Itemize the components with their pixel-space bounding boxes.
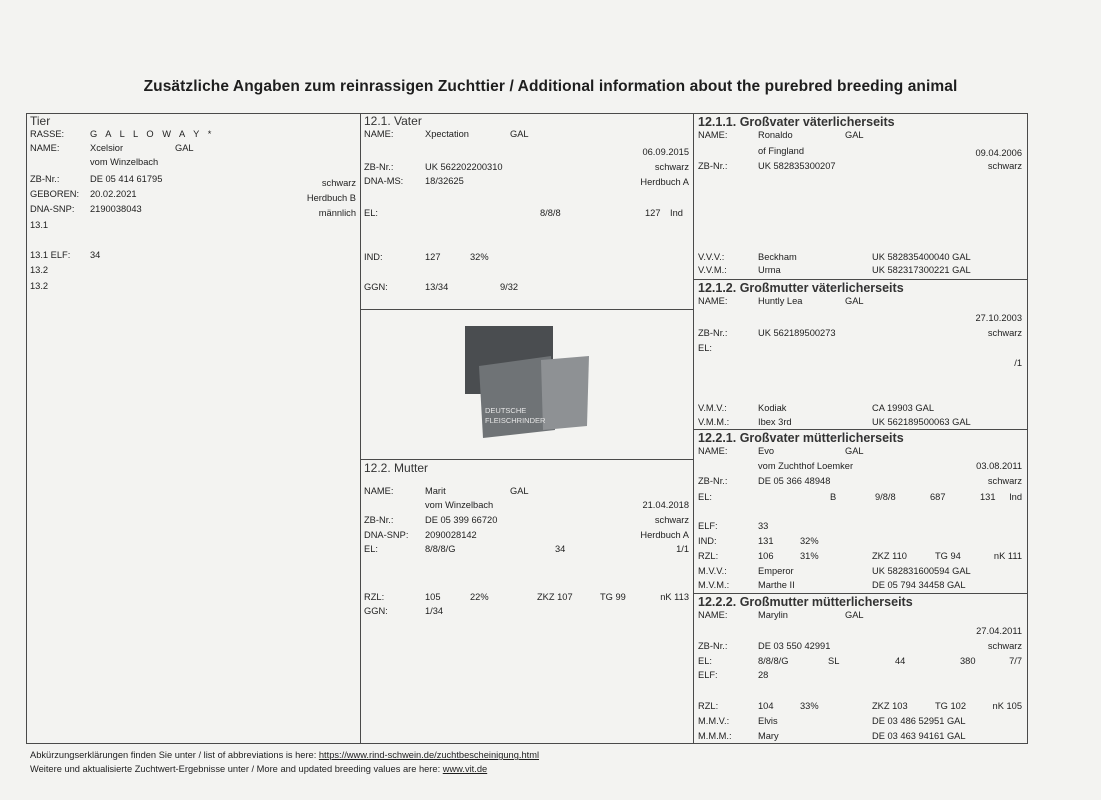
logo-graphic (465, 326, 591, 438)
row-13-1: 13.1 (30, 220, 49, 230)
vater-ind-1: 127 (425, 252, 441, 262)
mutter-herdbuch: Herdbuch A (640, 530, 689, 540)
vater-zb: UK 562202200310 (425, 162, 503, 172)
gm-ms-el-3: 44 (895, 656, 906, 666)
vater-code: GAL (510, 129, 529, 139)
gv-ms-color: schwarz (987, 476, 1022, 486)
logo-line-1: DEUTSCHE (485, 406, 527, 415)
gv-ms-ind-2: 32% (800, 536, 819, 546)
abbreviations-link[interactable]: https://www.rind-schwein.de/zuchtbescheinigung.html (318, 750, 540, 760)
mutter-name: Marit (425, 486, 446, 496)
gm-ms-el-2: SL (828, 656, 840, 666)
gm-ms-tg: TG 102 (935, 701, 967, 711)
row-13-2a: 13.2 (30, 265, 49, 275)
mutter-nk: nK 113 (660, 592, 689, 602)
gv-vs-vvm-name: Urma (758, 265, 781, 275)
dna-value: 2190038043 (90, 204, 142, 214)
gv-ms-mvv-label: M.V.V.: (698, 566, 727, 576)
vater-zb-label: ZB-Nr.: (364, 162, 394, 172)
vit-link[interactable]: www.vit.de (442, 764, 488, 774)
mutter-el-1: 8/8/8/G (425, 544, 456, 554)
footer-abbreviations-text: Abkürzungserklärungen finden Sie unter / list of abbreviations is here: (30, 750, 319, 760)
gv-vs-heading: 12.1.1. Großvater väterlicherseits (698, 115, 895, 129)
zb-label: ZB-Nr.: (30, 174, 60, 184)
gm-ms-nk: nK 105 (992, 701, 1022, 711)
gm-vs-zb-label: ZB-Nr.: (698, 328, 728, 338)
gm-vs-date: 27.10.2003 (975, 313, 1022, 323)
mutter-rzl-label: RZL: (364, 592, 385, 602)
vater-name-label: NAME: (364, 129, 394, 139)
gv-ms-mvv-name: Emperor (758, 566, 794, 576)
mutter-heading: 12.2. Mutter (364, 461, 429, 475)
gm-ms-el-4: 380 (960, 656, 976, 666)
gm-ms-name-label: NAME: (698, 610, 728, 620)
row-divider-logo (360, 459, 694, 460)
gm-vs-el-label: EL: (698, 343, 712, 353)
gv-vs-vvv-id: UK 582835400040 GAL (872, 252, 971, 262)
gm-vs-vmv-name: Kodiak (758, 403, 787, 413)
vater-ind-label: IND: (364, 252, 383, 262)
birth-value: 20.02.2021 (90, 189, 137, 199)
mutter-dna-label: DNA-SNP: (364, 530, 409, 540)
gm-vs-vmm-id: UK 562189500063 GAL (872, 417, 971, 427)
mutter-rzl-1: 105 (425, 592, 441, 602)
vater-el-label: EL: (364, 208, 378, 218)
name-code: GAL (175, 143, 194, 153)
mutter-ggn-label: GGN: (364, 606, 388, 616)
vater-name: Xpectation (425, 129, 469, 139)
mutter-name-label: NAME: (364, 486, 394, 496)
mutter-zkz: ZKZ 107 (537, 592, 573, 602)
mutter-code: GAL (510, 486, 529, 496)
gv-ms-mvm-label: M.V.M.: (698, 580, 730, 590)
gv-vs-vvv-label: V.V.V.: (698, 252, 725, 262)
gm-ms-heading: 12.2.2. Großmutter mütterlicherseits (698, 595, 913, 609)
gm-ms-color: schwarz (987, 641, 1022, 651)
gv-ms-name-label: NAME: (698, 446, 728, 456)
footer-breeding-values-text: Weitere und aktualisierte Zuchtwert-Ergebnisse unter / More and updated breeding values are here: (30, 764, 443, 774)
gv-ms-tg: TG 94 (935, 551, 961, 561)
elf-label: 13.1 ELF: (30, 250, 71, 260)
gv-ms-name-line2: vom Zuchthof Loemker (758, 461, 854, 471)
gv-ms-el-4: 131 (980, 492, 996, 502)
mutter-el-3: 1/1 (676, 544, 689, 554)
gv-ms-name: Evo (758, 446, 775, 456)
mutter-dna: 2090028142 (425, 530, 477, 540)
row-divider-gm-vs (693, 429, 1028, 430)
gv-ms-zb-label: ZB-Nr.: (698, 476, 728, 486)
gv-ms-mvm-id: DE 05 794 34458 GAL (872, 580, 966, 590)
gm-ms-mmv-id: DE 03 486 52951 GAL (872, 716, 966, 726)
gv-ms-code: GAL (845, 446, 864, 456)
gm-ms-el-1: 8/8/8/G (758, 656, 789, 666)
birth-label: GEBOREN: (30, 189, 80, 199)
gv-ms-ind-label: IND: (698, 536, 717, 546)
gv-ms-el-3: 687 (930, 492, 946, 502)
gm-ms-mmm-name: Mary (758, 731, 779, 741)
row-divider-gv-ms (693, 593, 1028, 594)
mutter-zb: DE 05 399 66720 (425, 515, 498, 525)
footer-breeding-values (30, 764, 487, 774)
gm-ms-zkz: ZKZ 103 (872, 701, 908, 711)
deutsche-fleischrinder-logo (465, 326, 591, 438)
gv-vs-vvm-id: UK 582317300221 GAL (872, 265, 971, 275)
gm-ms-zb-label: ZB-Nr.: (698, 641, 728, 651)
mutter-name-line2: vom Winzelbach (425, 500, 494, 510)
gm-ms-elf-label: ELF: (698, 670, 718, 680)
gv-ms-el-5: Ind (1009, 492, 1022, 502)
gm-vs-name-label: NAME: (698, 296, 728, 306)
gv-ms-rzl-2: 31% (800, 551, 819, 561)
vater-heading: 12.1. Vater (364, 114, 422, 128)
gv-ms-el-2: 9/8/8 (875, 492, 896, 502)
gm-ms-mmv-label: M.M.V.: (698, 716, 730, 726)
gv-ms-ind-1: 131 (758, 536, 774, 546)
gv-ms-elf: 33 (758, 521, 769, 531)
page-title: Zusätzliche Angaben zum reinrassigen Zuchttier / Additional information about the purebred breeding animal (143, 78, 958, 95)
mutter-date: 21.04.2018 (642, 500, 689, 510)
gm-vs-zb: UK 562189500273 (758, 328, 836, 338)
row-divider-gv-vs (693, 279, 1028, 280)
gv-vs-date: 09.04.2006 (975, 148, 1022, 158)
gm-ms-mmm-id: DE 03 463 94161 GAL (872, 731, 966, 741)
gm-ms-el-label: EL: (698, 656, 712, 666)
gm-ms-elf: 28 (758, 670, 769, 680)
mutter-color: schwarz (654, 515, 689, 525)
logo-line-2: FLEISCHRINDER (485, 416, 546, 425)
gm-ms-mmv-name: Elvis (758, 716, 778, 726)
vater-ggn-label: GGN: (364, 282, 388, 292)
vater-el-2: 127 (645, 208, 661, 218)
gv-vs-name: Ronaldo (758, 130, 793, 140)
row-divider-vater (360, 309, 694, 310)
gv-ms-rzl-1: 106 (758, 551, 774, 561)
gm-vs-vmv-label: V.M.V.: (698, 403, 727, 413)
zb-value: DE 05 414 61795 (90, 174, 163, 184)
vater-el-1: 8/8/8 (540, 208, 561, 218)
name-line2: vom Winzelbach (90, 157, 159, 167)
rasse-value: G A L L O W A Y * (90, 129, 215, 139)
gm-ms-el-5: 7/7 (1009, 656, 1022, 666)
name-label: NAME: (30, 143, 60, 153)
vater-ind-2: 32% (470, 252, 489, 262)
gv-vs-vvm-label: V.V.M.: (698, 265, 727, 275)
gv-ms-el-1: B (830, 492, 837, 502)
footer-abbreviations (30, 750, 539, 760)
gv-ms-heading: 12.2.1. Großvater mütterlicherseits (698, 431, 904, 445)
gm-ms-mmm-label: M.M.M.: (698, 731, 732, 741)
row-13-2b: 13.2 (30, 281, 49, 291)
gv-ms-rzl-label: RZL: (698, 551, 719, 561)
column-divider-1 (360, 113, 361, 744)
mutter-ggn: 1/34 (425, 606, 444, 616)
mutter-zb-label: ZB-Nr.: (364, 515, 394, 525)
gv-vs-zb: UK 582835300207 (758, 161, 836, 171)
gv-ms-elf-label: ELF: (698, 521, 718, 531)
gm-ms-name: Marylin (758, 610, 788, 620)
gv-vs-color: schwarz (987, 161, 1022, 171)
gv-ms-mvm-name: Marthe II (758, 580, 795, 590)
mutter-el-2: 34 (555, 544, 566, 554)
gm-vs-name: Huntly Lea (758, 296, 803, 306)
sex-value: männlich (318, 208, 356, 218)
gm-ms-rzl-1: 104 (758, 701, 774, 711)
gm-vs-heading: 12.1.2. Großmutter väterlicherseits (698, 281, 904, 295)
mutter-tg: TG 99 (600, 592, 626, 602)
gm-ms-zb: DE 03 550 42991 (758, 641, 831, 651)
color-value: schwarz (321, 178, 356, 188)
gv-vs-code: GAL (845, 130, 864, 140)
rasse-label: RASSE: (30, 129, 65, 139)
mutter-el-label: EL: (364, 544, 378, 554)
gm-vs-color: schwarz (987, 328, 1022, 338)
vater-el-3: Ind (670, 208, 683, 218)
vater-ggn-2: 9/32 (500, 282, 519, 292)
gv-ms-nk: nK 111 (993, 551, 1022, 561)
dna-label: DNA-SNP: (30, 204, 75, 214)
mutter-rzl-2: 22% (470, 592, 489, 602)
gm-vs-vmm-name: Ibex 3rd (758, 417, 792, 427)
vater-color: schwarz (654, 162, 689, 172)
gv-ms-el-label: EL: (698, 492, 712, 502)
gv-vs-name-line2: of Fingland (758, 146, 804, 156)
gm-ms-rzl-2: 33% (800, 701, 819, 711)
gm-ms-rzl-label: RZL: (698, 701, 719, 711)
vater-date: 06.09.2015 (642, 147, 689, 157)
gv-vs-vvv-name: Beckham (758, 252, 797, 262)
elf-value: 34 (90, 250, 101, 260)
gv-ms-mvv-id: UK 582831600594 GAL (872, 566, 971, 576)
gm-vs-el: /1 (1014, 358, 1022, 368)
gv-ms-zkz: ZKZ 110 (872, 551, 907, 561)
gv-ms-date: 03.08.2011 (976, 461, 1022, 471)
gv-ms-zb: DE 05 366 48948 (758, 476, 831, 486)
gm-ms-date: 27.04.2011 (976, 626, 1022, 636)
vater-herdbuch: Herdbuch A (640, 177, 689, 187)
gm-vs-code: GAL (845, 296, 864, 306)
gm-vs-vmm-label: V.M.M.: (698, 417, 730, 427)
name-value: Xcelsior (90, 143, 124, 153)
vater-dna: 18/32625 (425, 176, 464, 186)
gm-ms-code: GAL (845, 610, 864, 620)
vater-ggn-1: 13/34 (425, 282, 449, 292)
gv-vs-name-label: NAME: (698, 130, 728, 140)
vater-dna-label: DNA-MS: (364, 176, 404, 186)
gm-vs-vmv-id: CA 19903 GAL (872, 403, 935, 413)
gv-vs-zb-label: ZB-Nr.: (698, 161, 728, 171)
tier-heading: Tier (30, 114, 51, 128)
herdbuch-value: Herdbuch B (306, 193, 356, 203)
